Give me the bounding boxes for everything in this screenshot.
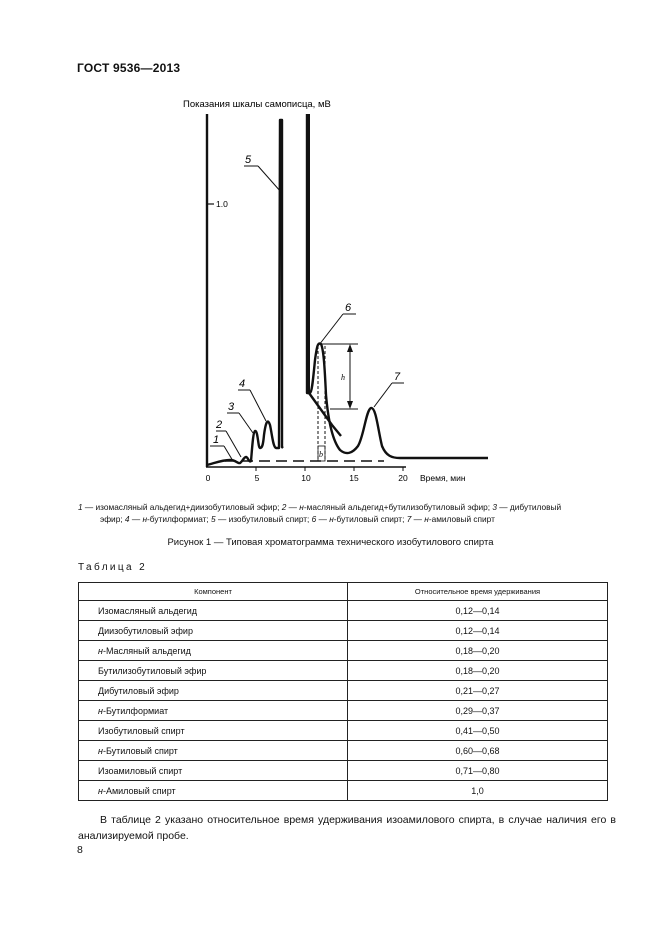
leader-6-tail [319,314,343,345]
peak-label: 4 [239,378,246,390]
retention-value: 0,12—0,14 [348,601,608,621]
component-cell [79,781,348,801]
leader-7-tail [374,383,392,407]
component-name: -Бутилформиат [102,705,169,716]
component-cell [79,721,348,741]
x-tick-label: 10 [301,473,311,483]
document-header: ГОСТ 9536—2013 [77,61,181,75]
legend-line [78,513,618,525]
retention-value: 0,29—0,37 [348,701,608,721]
component-name: -Масляный альдегид [102,645,191,656]
component-cell [79,641,348,661]
component-name: Изомасляный альдегид [98,605,198,616]
x-axis-label: Время, мин [420,473,466,483]
peak-label: 7 [394,371,401,383]
table-row [79,781,608,801]
legend-prefix: н [329,514,334,524]
peak-label: 1 [213,434,220,446]
leader-1-tail [224,446,233,461]
legend-num: 5 [211,514,216,524]
legend-text: — [411,514,425,524]
peak-label: 3 [228,401,235,413]
peak-label: 5 [245,154,252,166]
table-row [79,681,608,701]
component-name: Изоамиловый спирт [98,765,183,776]
legend-num: 4 [124,514,130,524]
page-number: 8 [77,844,83,856]
y-tick-label: 1.0 [216,199,228,209]
legend-num: 1 [78,502,83,512]
x-tick-label: 0 [205,473,211,483]
legend-text: -масляный альдегид+бутилизобутиловый эфир; [303,502,493,512]
retention-time-table [78,582,608,801]
peak-label: 6 [345,302,352,314]
component-cell [79,661,348,681]
component-cell [79,761,348,781]
legend-prefix: н [299,502,304,512]
name-prefix: н [98,705,103,716]
legend-text: — изобутиловый спирт; [215,514,312,524]
retention-value: 0,41—0,50 [348,721,608,741]
component-name: -Амиловый спирт [102,785,176,796]
retention-value: 0,18—0,20 [348,661,608,681]
leader-4-tail [250,390,266,421]
dim-b-label: b [319,450,323,459]
legend-text: -бутиловый спирт; [333,514,407,524]
table-row [79,721,608,741]
legend-text: — изомасляный альдегид+диизобутиловый эфир; [82,502,282,512]
body-paragraph: В таблице 2 указано относительное время удерживания изоамилового спирта, в случае наличия его в анализируемой пробе. [78,814,616,842]
table-row [79,741,608,761]
legend-text: — [286,502,300,512]
retention-value: 0,18—0,20 [348,641,608,661]
legend-num: 7 [406,514,412,524]
y-axis-label: Показания шкалы самописца, мВ [183,99,331,110]
figure-caption: Рисунок 1 — Типовая хроматограмма технического изобутилового спирта [167,537,494,548]
leader-5-tail [258,166,281,192]
name-prefix: н [98,645,103,656]
peak-6-tail [309,393,341,436]
component-name: Диизобутиловый эфир [98,625,193,636]
table-row [79,621,608,641]
table-header-row [79,583,608,601]
legend-text: — дибутиловый [497,502,562,512]
x-tick-label: 15 [349,473,359,483]
name-prefix: н [98,745,103,756]
legend-text: эфир; [100,514,125,524]
retention-value: 1,0 [348,781,608,801]
legend-text: — [129,514,143,524]
retention-value: 0,21—0,27 [348,681,608,701]
legend-num: 3 [492,502,497,512]
h-arrow-bottom [347,401,353,409]
component-name: Бутилизобутиловый эфир [98,665,207,676]
component-cell [79,701,348,721]
h-arrow-top [347,344,353,352]
component-name: -Бутиловый спирт [102,745,178,756]
legend-num: 6 [311,514,317,524]
component-cell [79,621,348,641]
table-row [79,601,608,621]
legend-prefix: н [142,514,148,524]
chromatogram-trace-late [307,114,488,458]
retention-value: 0,71—0,80 [348,761,608,781]
column-header-retention: Относительное время удерживания [348,583,608,601]
legend-text: — [316,514,330,524]
component-name: Изобутиловый спирт [98,725,185,736]
peak-label: 2 [216,419,223,431]
legend-num: 2 [281,502,287,512]
x-tick-label: 5 [254,473,260,483]
component-name: Дибутиловый эфир [98,685,179,696]
table-row [79,661,608,681]
legend-text: -амиловый спирт [428,514,495,524]
legend-prefix: н [424,514,429,524]
column-header-component: Компонент [79,583,348,601]
table-title: Таблица 2 [78,562,148,573]
figure-legend [78,501,618,525]
leader-3-tail [239,413,253,433]
x-tick-label: 20 [398,473,408,483]
table-row [79,761,608,781]
table-row [79,701,608,721]
table-row [79,641,608,661]
dim-h-label: h [341,373,345,382]
retention-value: 0,60—0,68 [348,741,608,761]
legend-text: -бутилформиат; [147,514,212,524]
component-cell [79,601,348,621]
chromatogram-trace-early [207,120,283,465]
name-prefix: н [98,785,103,796]
retention-value: 0,12—0,14 [348,621,608,641]
legend-line [78,501,618,513]
component-cell [79,681,348,701]
component-cell [79,741,348,761]
